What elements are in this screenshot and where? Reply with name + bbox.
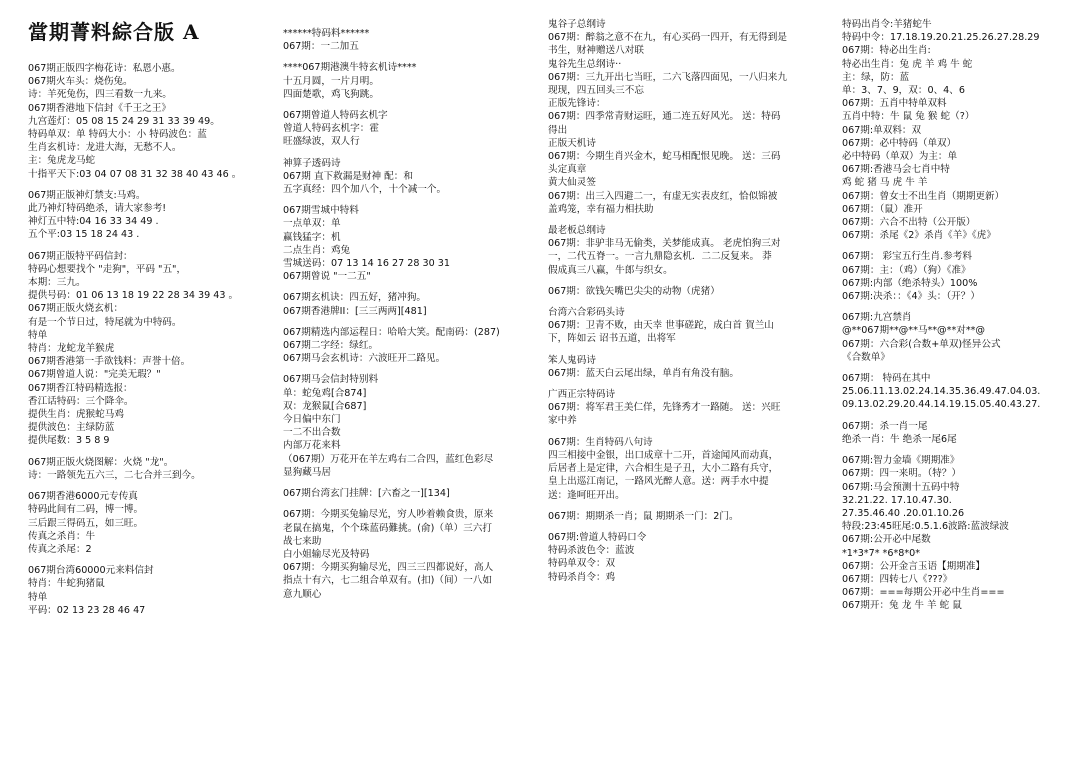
text-line: 067期火车头：烧伤兔。 bbox=[28, 76, 133, 88]
text-line: 067期：今期买狗输尽光，四三三四都说好，高人 bbox=[283, 562, 494, 574]
text-line: 067期：四季常青财运旺，通二连五好风光。 送：特码 bbox=[548, 111, 781, 123]
text-line: 特段:23:45旺尾:0.5.1.6波路:蓝波绿波 bbox=[842, 521, 1009, 533]
text-line: 09.13.02.29.20.44.14.19.15.05.40.43.27. bbox=[842, 399, 1041, 411]
text-line: 067期：四转七八《???》 bbox=[842, 573, 953, 585]
text-line: 假成真三八赢，牛郎与织女。 bbox=[548, 264, 673, 276]
spacer bbox=[548, 380, 828, 388]
text-line: 一，二代五脊一。一言九鼎隐玄机．二二反复来。 莽 bbox=[548, 251, 772, 263]
text-line: 本期：三九。 bbox=[28, 277, 86, 289]
text-line: 十指平天下:03 04 07 08 31 32 38 40 43 46 。 bbox=[28, 168, 242, 180]
text-line: 九宫莲灯：05 08 15 24 29 31 33 39 49。 bbox=[28, 115, 220, 127]
spacer bbox=[28, 242, 268, 250]
text-line: 提供尾数：3 5 8 9 bbox=[28, 435, 110, 447]
spacer bbox=[842, 412, 1072, 420]
text-line: 067期：曾女士不出生肖（期期更新） bbox=[842, 190, 1005, 202]
text-line: 25.06.11.13.02.24.14.35.36.49.47.04.03. bbox=[842, 386, 1041, 398]
text-line: 067期：今期买兔输尽光，穷人吵着赖食贵，原来 bbox=[283, 509, 494, 521]
spacer bbox=[283, 318, 538, 326]
spacer bbox=[842, 364, 1072, 372]
text-line: 有是一个节日过，特尾就为中特码。 bbox=[28, 316, 182, 328]
spacer bbox=[283, 101, 538, 109]
text-line: 067期曾道人特码玄机字 bbox=[283, 110, 388, 122]
text-line: 067期：蓝天白云尾出绿，单肖有角没有脑。 bbox=[548, 367, 739, 379]
text-line: 特码心想要找个 "走狗"，平码 "五"， bbox=[28, 263, 187, 275]
text-line: 四三相接中金银，出口成章十二开，首途闻风而动真， bbox=[548, 449, 779, 461]
spacer bbox=[548, 298, 828, 306]
text-line: 皇上出巡江南记，一路风光醉人意。送：两手水中提 bbox=[548, 476, 769, 488]
text-line: 067期玄机诀：四五好，猪冲狗。 bbox=[283, 292, 427, 304]
text-line: 067期：一二加五 bbox=[283, 41, 359, 53]
text-line: 下，阵如云 诏书五道，出将军 bbox=[548, 333, 676, 345]
text-line: 传真之杀尾：2 bbox=[28, 543, 92, 555]
spacer bbox=[548, 216, 828, 224]
text-line: 提供波色：主绿防蓝 bbox=[28, 422, 115, 434]
text-line: 067期:马会预测十五码中特 bbox=[842, 481, 960, 493]
spacer bbox=[28, 448, 268, 456]
text-line: 今日偏中东门 bbox=[283, 414, 341, 426]
column-3 bbox=[548, 18, 828, 584]
text-line: 雪城送码：07 13 14 16 27 28 30 31 bbox=[283, 258, 450, 270]
text-line: 双：龙猴鼠[合687] bbox=[283, 400, 367, 412]
text-line: 067期：六合彩(合数+单双)怪异公式 bbox=[842, 338, 1001, 350]
text-line: 传真之杀肖：牛 bbox=[28, 530, 96, 542]
text-line: 067期：今期生肖兴金木，蛇马相配恨见晚。 送：三码 bbox=[548, 151, 781, 163]
text-line: 曾道人特码玄机字：霍 bbox=[283, 123, 379, 135]
text-line: 一点单双：单 bbox=[283, 218, 341, 230]
text-line: 067期正版神灯禁支:马鸡。 bbox=[28, 189, 146, 201]
text-line: 鬼谷子总纲诗 bbox=[548, 19, 606, 30]
text-line: 067期：必中特码（单双） bbox=[842, 137, 957, 149]
text-line: 送：逢呵旺开出。 bbox=[548, 489, 625, 501]
spacer bbox=[548, 428, 828, 436]
text-line: 老鼠在搞鬼，个个珠蓝码難挑。(俞)（单）三六打 bbox=[283, 522, 492, 534]
text-line: 067期正版火烧图解：火烧 "龙"。 bbox=[28, 456, 174, 468]
text-line: 《合数单》 bbox=[842, 351, 890, 363]
text-line: ******特码料****** bbox=[283, 28, 370, 39]
text-line: 鸡 蛇 猪 马 虎 牛 羊 bbox=[842, 177, 928, 189]
text-line: 生肖玄机诗：龙进大海，无愁不人。 bbox=[28, 142, 182, 154]
text-line: 067期:单双料：双 bbox=[842, 124, 922, 136]
text-line: 特肖：龙蛇龙羊猴虎 bbox=[28, 343, 115, 355]
text-line: 067期马会信封特别料 bbox=[283, 374, 379, 386]
text-line: 广西正宗特码诗 bbox=[548, 389, 616, 401]
text-line: 五个平:03 15 18 24 43 . bbox=[28, 229, 140, 241]
text-line: 067期开：兔 龙 牛 羊 蛇 鼠 bbox=[842, 600, 962, 612]
text-line: 32.21.22. 17.10.47.30. bbox=[842, 494, 952, 506]
text-line: 067期台湾玄门挂牌：[六畜之一][134] bbox=[283, 488, 450, 500]
spacer bbox=[548, 277, 828, 285]
text-line: 067期：期期杀一肖；鼠 期期杀一门：2门。 bbox=[548, 510, 739, 522]
text-line: 书生，财神赠送八对联 bbox=[548, 45, 644, 57]
text-line: 067期： 特码在其中 bbox=[842, 373, 931, 385]
spacer bbox=[548, 502, 828, 510]
text-line: 067期：公开金言玉语【期期准】 bbox=[842, 560, 986, 572]
text-line: 067期:九宫禁肖 bbox=[842, 312, 912, 324]
text-line: 最老板总纲诗 bbox=[548, 225, 606, 237]
spacer bbox=[842, 242, 1072, 250]
spacer bbox=[283, 479, 538, 487]
text-line: 神灯五中特:04 16 33 34 49 . bbox=[28, 216, 159, 228]
text-line: 单：蛇兔鸡[合874] bbox=[283, 387, 367, 399]
text-line: 067期台湾60000元来料信封 bbox=[28, 565, 154, 577]
text-line: 067期：杀一肖一尾 bbox=[842, 420, 928, 432]
text-line: 067期:决杀：：《4》头：（开？） bbox=[842, 291, 980, 303]
spacer bbox=[283, 283, 538, 291]
text-line: @**067期**@**马**@**对**@ bbox=[842, 325, 986, 337]
text-line: 067期：三九开出七当旺，二六飞落四面见，一八归来九 bbox=[548, 71, 787, 83]
column-4 bbox=[842, 18, 1072, 613]
text-line: 067期：欲钱矢嘴巴尖尖的动物（虎猪） bbox=[548, 285, 720, 297]
text-line: 正版天机诗 bbox=[548, 137, 596, 149]
spacer bbox=[28, 482, 268, 490]
text-line: 意九顺心 bbox=[283, 588, 322, 600]
text-line: 067期香港6000元专传真 bbox=[28, 491, 138, 503]
text-line: 内部万花来料 bbox=[283, 440, 341, 452]
text-line: 067期：醉翁之意不在九，有心买码一四开，有无得到是 bbox=[548, 32, 787, 44]
text-line: 一二不出合数 bbox=[283, 427, 341, 439]
text-line: 067期香江特码精选报： bbox=[28, 382, 133, 394]
spacer bbox=[283, 196, 538, 204]
text-line: 067期:内部（绝杀特头）100% bbox=[842, 277, 978, 289]
text-line: 十五月圆，一片月明。 bbox=[283, 75, 379, 87]
spacer bbox=[28, 556, 268, 564]
text-line: 067期精选内部运程日：哈哈大笑。配南码：(287) bbox=[283, 326, 500, 338]
spacer bbox=[283, 500, 538, 508]
text-line: 067期： 彩宝五行生肖.参考料 bbox=[842, 251, 972, 263]
spacer bbox=[283, 365, 538, 373]
text-line: 特码单双令：双 bbox=[548, 558, 616, 570]
text-line: 得出 bbox=[548, 124, 568, 136]
text-line: 067期：出三入四避二一，有虚无实表皮红，恰似锦被 bbox=[548, 190, 778, 202]
text-line: 067期：五肖中特单双料 bbox=[842, 98, 947, 110]
text-line: 五肖中特：牛 鼠 兔 猴 蛇（?） bbox=[842, 111, 975, 123]
text-line: 067期:公开必中尾数 bbox=[842, 534, 931, 546]
column-2 bbox=[283, 27, 538, 601]
text-line: 特码中令：17.18.19.20.21.25.26.27.28.29 bbox=[842, 32, 1040, 44]
text-line: 三后跟三得码五，如三旺。 bbox=[28, 517, 144, 529]
text-line: ****067期港澳牛特玄机诗**** bbox=[283, 62, 417, 74]
text-line: 头定真章 bbox=[548, 164, 587, 176]
text-line: 旺盛绿波，双人行 bbox=[283, 136, 360, 148]
text-line: 067期香港第一手欲钱料：声誉十倍。 bbox=[28, 356, 191, 368]
text-line: 诗：一路领先五六三，二七合并三到今。 bbox=[28, 469, 201, 481]
text-line: 台湾六合彩码头诗 bbox=[548, 307, 625, 319]
text-line: 白小姐输尽光及特码 bbox=[283, 548, 370, 560]
text-line: 067期香港地下信封《千王之王》 bbox=[28, 102, 172, 114]
spacer bbox=[548, 346, 828, 354]
text-line: 特码杀肖令：鸡 bbox=[548, 571, 616, 583]
text-line: 赢钱猛字：机 bbox=[283, 231, 341, 243]
spacer bbox=[842, 303, 1072, 311]
text-line: 家中养 bbox=[548, 415, 577, 427]
text-line: 067期:曾道人特码口令 bbox=[548, 531, 647, 543]
text-line: 笨人鬼码诗 bbox=[548, 354, 596, 366]
text-line: 067期:智力金墙《期期准》 bbox=[842, 455, 960, 467]
text-line: 诗：羊死兔伤，四三看数一九来。 bbox=[28, 89, 172, 101]
text-line: 067期：===每期公开必中生肖=== bbox=[842, 587, 1005, 599]
spacer bbox=[28, 181, 268, 189]
text-line: 067期马会玄机诗：六波旺开二路见。 bbox=[283, 353, 446, 365]
text-line: 067期：特必出生肖: bbox=[842, 45, 931, 57]
text-line: 067期正版特平码信封： bbox=[28, 250, 133, 262]
text-line: 提供号码：01 06 13 18 19 22 28 34 39 43 。 bbox=[28, 290, 239, 302]
text-line: 二点生肖：鸡兔 bbox=[283, 244, 351, 256]
text-line: 特码单双：单 特码大小：小 特码波色：蓝 bbox=[28, 129, 207, 141]
text-line: 067期：非驴非马无偷类，关梦能成真。 老虎怕狗三对 bbox=[548, 238, 781, 250]
spacer bbox=[842, 446, 1072, 454]
text-line: 067期曾道人说："完美无瑕？" bbox=[28, 369, 161, 381]
text-line: 战七来助 bbox=[283, 535, 322, 547]
text-line: 主：兔虎龙马蛇 bbox=[28, 155, 96, 167]
text-line: 特码杀波色令：蓝波 bbox=[548, 545, 635, 557]
text-line: 绝杀一肖：牛 绝杀一尾6尾 bbox=[842, 433, 957, 445]
text-line: 特肖：牛蛇狗猪鼠 bbox=[28, 578, 105, 590]
text-line: 067期正版四字梅花诗：私恩小惠。 bbox=[28, 63, 181, 74]
text-line: 指点十有六，七二组合单双有。(扣)（间）一八如 bbox=[283, 575, 492, 587]
text-line: 提供生肖：虎猴蛇马鸡 bbox=[28, 409, 124, 421]
text-line: 067期正版火烧玄机： bbox=[28, 303, 124, 315]
text-line: （067期）万花开在羊左鸡右二合四，蓝红色彩尽 bbox=[283, 453, 494, 465]
text-line: 067期二字经：绿红。 bbox=[283, 340, 379, 352]
text-line: 067期：生肖特码八句诗 bbox=[548, 436, 653, 448]
text-line: 067期 直下救漏是财神 配：和 bbox=[283, 170, 413, 182]
text-line: 特码出肖令:羊猪蛇牛 bbox=[842, 19, 932, 30]
text-line: 067期：杀尾《2》杀肖《羊》《虎》 bbox=[842, 230, 996, 242]
text-line: 特码此间有二码，博一博。 bbox=[28, 504, 144, 516]
text-line: 单：3、7、9，双：0、4、6 bbox=[842, 85, 965, 97]
text-line: 067期：（鼠）准开 bbox=[842, 203, 923, 215]
text-line: 四面楚歌，鸡飞狗跳。 bbox=[283, 88, 379, 100]
text-line: 067期曾说 "一二五" bbox=[283, 271, 371, 283]
text-line: 黄大仙灵签 bbox=[548, 177, 596, 189]
spacer bbox=[283, 53, 538, 61]
text-line: 神算子透码诗 bbox=[283, 157, 341, 169]
text-line: *1*3*7* *6*8*0* bbox=[842, 547, 921, 559]
text-line: 现现，四五回头三不忘 bbox=[548, 85, 644, 97]
text-line: 鬼谷先生总纲诗·· bbox=[548, 58, 622, 70]
text-line: 067期：将军君王美仁佯，先锋秀才一路随。 送：兴旺 bbox=[548, 402, 781, 414]
text-line: 此乃神灯特码绝杀，请大家参考! bbox=[28, 203, 167, 215]
text-line: 平码：02 13 23 28 46 47 bbox=[28, 604, 146, 616]
text-line: 正版先锋诗： bbox=[548, 98, 606, 110]
text-line: 必中特码（单双）为主：单 bbox=[842, 151, 958, 163]
text-line: 主：绿，防：蓝 bbox=[842, 71, 910, 83]
text-line: 067期：主：（鸡）（狗）《准》 bbox=[842, 264, 971, 276]
text-line: 特单 bbox=[28, 591, 48, 603]
text-line: 067期：六合不出特（公开版） bbox=[842, 217, 976, 229]
text-line: 067期：四一来明。（特？） bbox=[842, 468, 962, 480]
text-line: 特必出生肖：兔 虎 羊 鸡 牛 蛇 bbox=[842, 58, 973, 70]
page-title: 當期菁料綜合版 A bbox=[28, 20, 200, 44]
text-line: 特单 bbox=[28, 329, 48, 341]
text-line: 香江话特码：三个降伞。 bbox=[28, 395, 134, 407]
text-line: 五字真经：四个加八个，十个减一个。 bbox=[283, 184, 447, 196]
spacer bbox=[548, 523, 828, 531]
text-line: 显狗藏马居 bbox=[283, 466, 331, 478]
text-line: 067期:香港马会七肖中特 bbox=[842, 164, 950, 176]
text-line: 067期：卫青不败，由天幸 世事磋跎，成白首 賀兰山 bbox=[548, 320, 774, 332]
text-line: 27.35.46.40 .20.01.10.26 bbox=[842, 507, 965, 519]
column-1 bbox=[28, 62, 268, 617]
text-line: 067期香港牌II：[三三两两][481] bbox=[283, 305, 427, 317]
text-line: 盖鸡笼，幸有福力相扶助 bbox=[548, 203, 654, 215]
text-line: 后居者上是定律，六合相生是子丑，大小二路有兵守， bbox=[548, 463, 779, 475]
text-line: 067期雪城中特料 bbox=[283, 205, 359, 217]
spacer bbox=[283, 149, 538, 157]
